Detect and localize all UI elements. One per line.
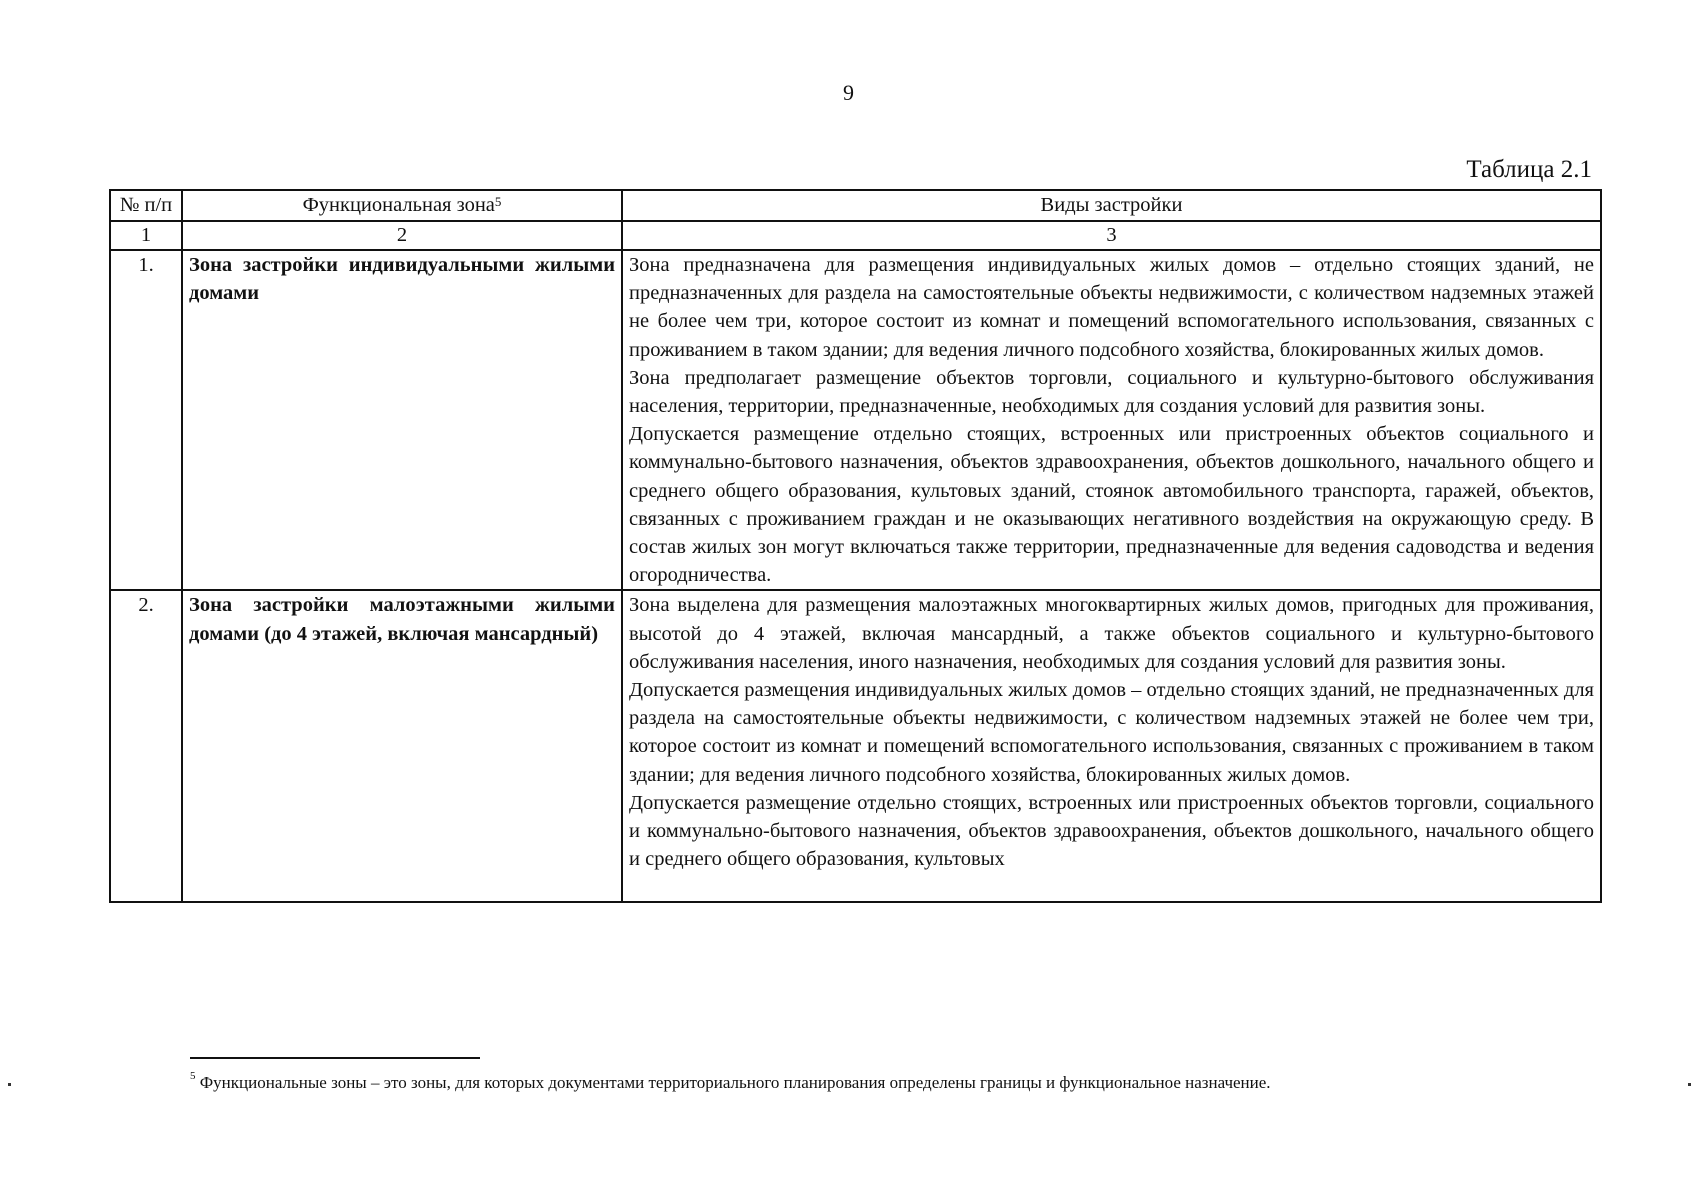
footnote-marker: 5 [190, 1070, 196, 1082]
column-index-3: 3 [622, 221, 1601, 250]
scan-edge-mark [8, 1083, 11, 1086]
zone-name: Зона застройки малоэтажными жилыми домами (до 4 этажей, включая мансардный) [182, 590, 622, 902]
column-index-1: 1 [110, 221, 182, 250]
development-types [622, 250, 1601, 590]
paragraph: Зона предназначена для размещения индивидуальных жилых домов – отдельно стоящих зданий, не предназначенных для раздела на самостоятельные объекты недвижимости, с количеством надземных этажей не более чем три, которое состоит из комнат и помещений вспомогательного использования, связанных с проживанием в таком здании; для ведения личного подсобного хозяйства, блокированных жилых домов. [629, 254, 1594, 361]
page-number: 9 [843, 80, 854, 105]
development-types [622, 590, 1601, 902]
footnote-separator [190, 1057, 480, 1059]
column-index-2: 2 [182, 221, 622, 250]
row-number: 2. [110, 590, 182, 902]
header-number: № п/п [110, 190, 182, 221]
paragraph: Допускается размещения индивидуальных жилых домов – отдельно стоящих зданий, не предназначенных для раздела на самостоятельные объекты недвижимости, с количеством надземных этажей не более чем три, которое состоит из комнат и помещений вспомогательного использования, связанных с проживанием в таком здании; для ведения личного подсобного хозяйства, блокированных жилых домов. [629, 679, 1594, 786]
column-index-row [110, 221, 1601, 250]
zone-name: Зона застройки индивидуальными жилыми домами [182, 250, 622, 590]
table-row [110, 250, 1601, 590]
paragraph: Допускается размещение отдельно стоящих, встроенных или пристроенных объектов социального и коммунально-бытового назначения, объектов здравоохранения, объектов дошкольного, начального общего и среднего общего образования, культовых зданий, стоянок автомобильного транспорта, гаражей, объектов, связанных с проживанием граждан и не оказывающих негативного воздействия на окружающую среду. В состав жилых зон могут включаться также территории, предназначенные для ведения садоводства и ведения огородничества. [629, 423, 1594, 587]
table-header-row [110, 190, 1601, 221]
table-caption: Таблица 2.1 [1466, 156, 1592, 183]
paragraph: Зона предполагает размещение объектов торговли, социального и культурно-бытового обслуживания населения, территории, предназначенные, необходимых для создания условий для развития зоны. [629, 366, 1594, 418]
row-number: 1. [110, 250, 182, 590]
paragraph: Допускается размещение отдельно стоящих, встроенных или пристроенных объектов торговли, социального и коммунально-бытового назначения, объектов здравоохранения, объектов дошкольного, начального общего и среднего общего образования, культовых [629, 791, 1594, 871]
footnote [190, 1070, 1271, 1093]
scan-edge-mark [1688, 1083, 1691, 1086]
header-zone-label: Функциональная зона [302, 194, 495, 216]
footnote-text: Функциональные зоны – это зоны, для которых документами территориального планирования определены границы и функциональное назначение. [199, 1073, 1271, 1092]
footnote-ref: 5 [494, 194, 502, 209]
header-types: Виды застройки [622, 190, 1601, 221]
paragraph: Зона выделена для размещения малоэтажных многоквартирных жилых домов, пригодных для проживания, высотой до 4 этажей, включая мансардный, а также объектов социального и культурно-бытового обслуживания населения, иного назначения, необходимых для создания условий для развития зоны. [629, 594, 1594, 673]
table-row [110, 590, 1601, 902]
header-zone [182, 190, 622, 221]
functional-zones-table [109, 189, 1602, 903]
